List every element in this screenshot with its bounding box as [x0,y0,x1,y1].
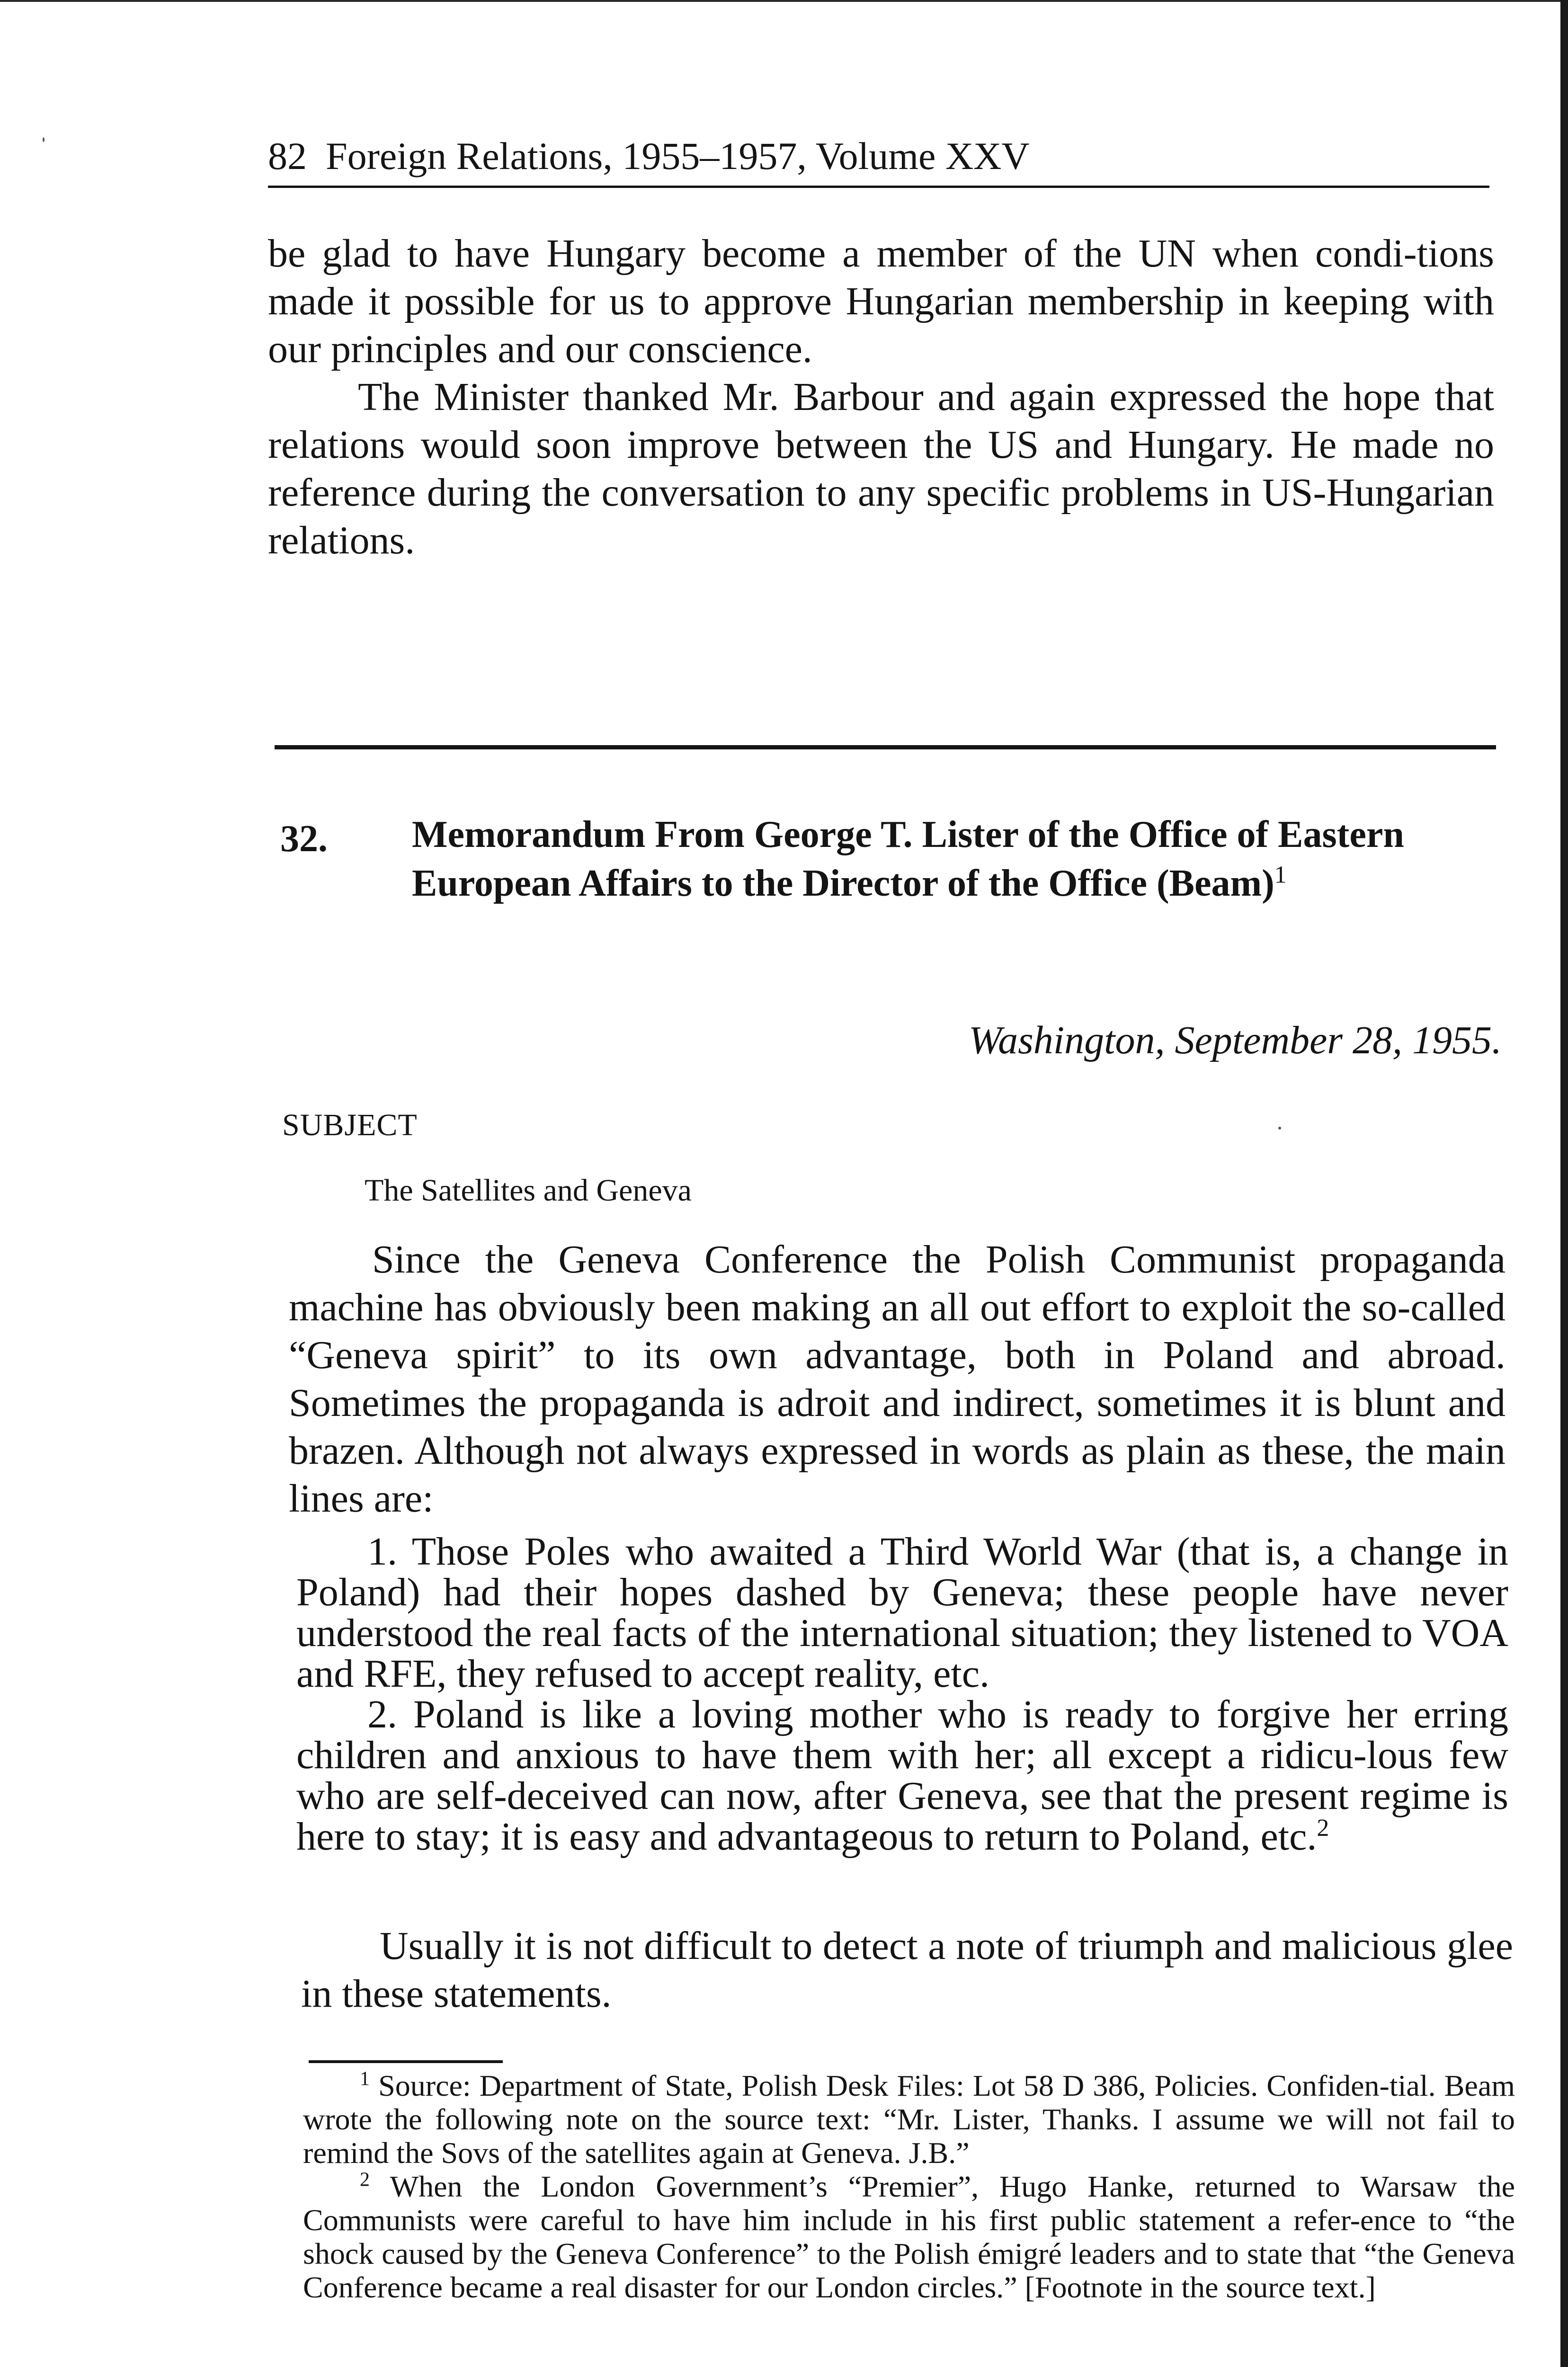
points-list [296,1531,1508,1857]
document-title [412,810,1491,908]
dateline: Washington, September 28, 1955. [968,1018,1502,1062]
intro-paragraph: Since the Geneva Conference the Polish Communist propaganda machine has obviously been making an all out effort to exploit the so-called “Geneva spirit” to its own advantage, both in Poland and abroad. Sometimes the propaganda is adroit and indirect, sometimes it is blunt and brazen. Although not always expressed in words as plain as these, the main lines are: [289,1237,1506,1521]
footnotes [303,2069,1515,2304]
point-1: 1. Those Poles who awaited a Third World War (that is, a change in Poland) had their hopes dashed by Geneva; these people have never understood the real facts of the international situation; they listened to VOA and RFE, they refused to accept reality, etc. [296,1530,1508,1696]
scan-edge-right [1560,0,1568,2367]
header-rule [268,186,1489,188]
scan-edge-top [0,0,1568,2]
minister-paragraph: The Minister thanked Mr. Barbour and again expressed the hope that relations would soon improve between the US and Hungary. He made no reference during the conversation to any specific problems in US-Hungarian relations. [268,375,1494,562]
footnote-ref-1: 1 [1274,861,1287,889]
point-2 [296,1694,1508,1857]
footnote-2 [303,2170,1515,2304]
scan-speck [1278,1127,1281,1130]
point-2-text: 2. Poland is like a loving mother who is ready to forgive her erring children and anxious to have them with her; all except a ridicu-lous few who are self-deceived can now, after Geneva, see that the present regime is here to stay; it is easy and advantageous to return to Poland, etc. [296,1692,1508,1859]
page-number: 82 [268,134,307,178]
closing-paragraph: Usually it is not difficult to detect a note of triumph and malicious glee in these statements. [301,1924,1513,2016]
running-header [268,133,1489,180]
subject-label: SUBJECT [282,1108,418,1142]
footnote-2-marker: 2 [360,2169,370,2191]
document-number: 32. [280,818,328,860]
continued-paragraph: be glad to have Hungary become a member of the UN when condi-tions made it possible for us to approve Hungarian membership in keeping with our principles and our conscience. [268,231,1494,371]
continued-text [268,230,1494,564]
footnote-1 [303,2069,1515,2170]
footnote-1-marker: 1 [360,2068,370,2090]
footnote-2-text: When the London Government’s “Premier”, Hugo Hanke, returned to Warsaw the Communists were careful to have him include in his first public statement a refer-ence to “the shock caused by the Geneva Conference” to the Polish émigré leaders and to state that “the Geneva Conference became a real disaster for our London circles.” [Footnote in the source text.] [303,2170,1515,2304]
footnote-1-text: Source: Department of State, Polish Desk Files: Lot 58 D 386, Policies. Confiden-tial. Beam wrote the following note on the source text: “Mr. Lister, Thanks. I assume we will not fail to remind the Sovs of the satellites again at Geneva. J.B.” [303,2069,1515,2170]
subject-text: The Satellites and Geneva [365,1173,692,1208]
closing-block [301,1922,1513,2018]
scan-speck [43,137,45,142]
section-divider [275,745,1496,749]
intro-block [289,1236,1506,1522]
footnote-ref-2: 2 [1317,1815,1329,1842]
footnote-rule [309,2060,503,2063]
running-title: Foreign Relations, 1955–1957, Volume XXV [326,134,1030,178]
document-title-text: Memorandum From George T. Lister of the Office of Eastern European Affairs to the Director of the Office (Beam) [412,814,1404,904]
